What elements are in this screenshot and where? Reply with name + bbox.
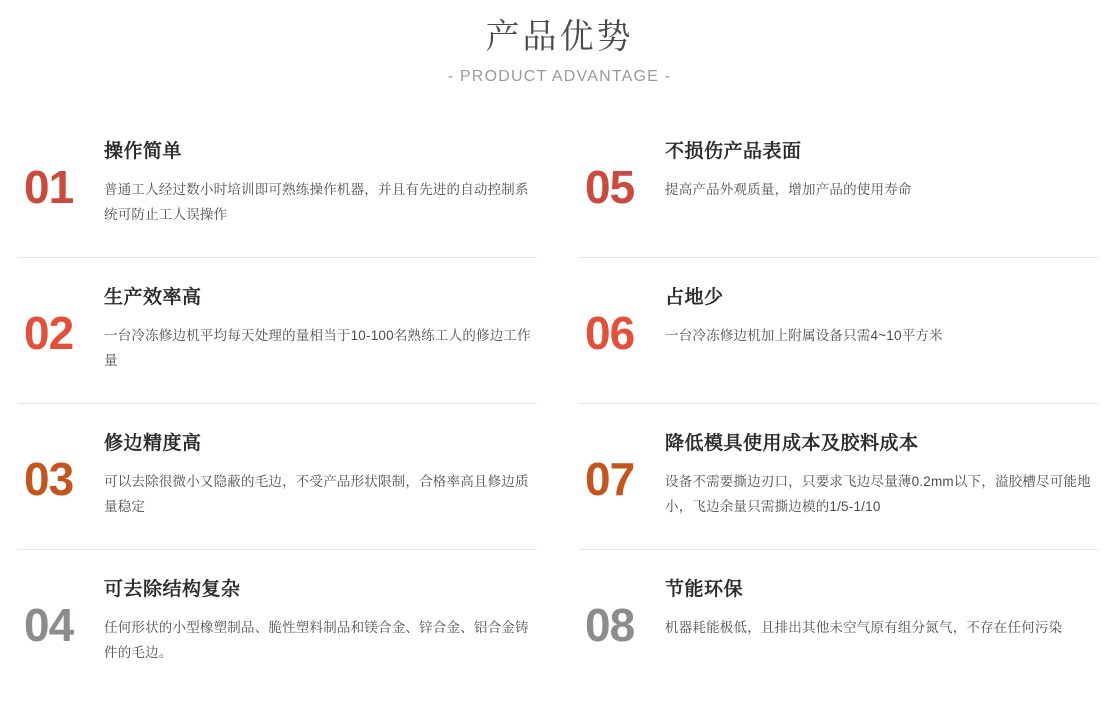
advantage-number: 04 [24,599,74,651]
advantage-item [579,404,1098,550]
advantage-number: 05 [585,161,635,213]
advantage-description: 一台冷冻修边机加上附属设备只需4~10平方米 [665,328,943,343]
page-subtitle: - PRODUCT ADVANTAGE - [447,68,672,85]
advantage-column-left [0,112,559,696]
page-title: 产品优势 [485,18,634,56]
advantage-item [579,550,1098,696]
advantage-title: 占地少 [665,287,724,308]
advantage-body [665,130,1098,202]
advantage-number: 06 [585,307,635,359]
advantage-title: 可去除结构复杂 [104,579,241,600]
advantage-description: 设备不需要撕边刃口，只要求飞边尽量薄0.2mm以下，溢胶槽尽可能地小，飞边余量只需撕边模的1/5-1/10 [665,474,1091,514]
advantage-body [665,568,1098,640]
advantage-body [104,130,537,227]
advantage-number: 07 [585,453,635,505]
advantage-item [579,258,1098,404]
advantage-item [18,112,537,258]
advantage-body [665,276,1098,348]
advantage-body [665,422,1098,519]
advantage-item [18,404,537,550]
advantage-number: 08 [585,599,635,651]
advantage-title: 降低模具使用成本及胶料成本 [665,433,919,454]
advantage-number: 02 [24,307,74,359]
advantage-description: 任何形状的小型橡塑制品、脆性塑料制品和镁合金、锌合金、铝合金铸件的毛边。 [104,620,529,660]
advantage-item [579,112,1098,258]
advantage-title: 不损伤产品表面 [665,141,802,162]
advantage-body [104,422,537,519]
advantage-description: 一台冷冻修边机平均每天处理的量相当于10-100名熟练工人的修边工作量 [104,328,531,368]
advantage-title: 操作简单 [104,141,183,162]
advantage-number: 03 [24,453,74,505]
page-header [0,0,1119,86]
advantage-description: 可以去除很微小又隐蔽的毛边，不受产品形状限制，合格率高且修边质量稳定 [104,474,529,514]
advantage-title: 生产效率高 [104,287,202,308]
advantage-column-right [559,112,1118,696]
advantage-number: 01 [24,161,74,213]
advantage-body [104,568,537,665]
advantage-title: 修边精度高 [104,433,202,454]
advantage-description: 普通工人经过数小时培训即可熟练操作机器，并且有先进的自动控制系统可防止工人误操作 [104,182,529,222]
advantage-item [18,258,537,404]
advantage-title: 节能环保 [665,579,744,600]
advantage-description: 机器耗能极低，且排出其他未空气原有组分氮气，不存在任何污染 [665,620,1063,635]
advantage-item [18,550,537,696]
advantage-description: 提高产品外观质量，增加产品的使用寿命 [665,182,912,197]
advantage-grid [0,112,1119,696]
advantage-body [104,276,537,373]
